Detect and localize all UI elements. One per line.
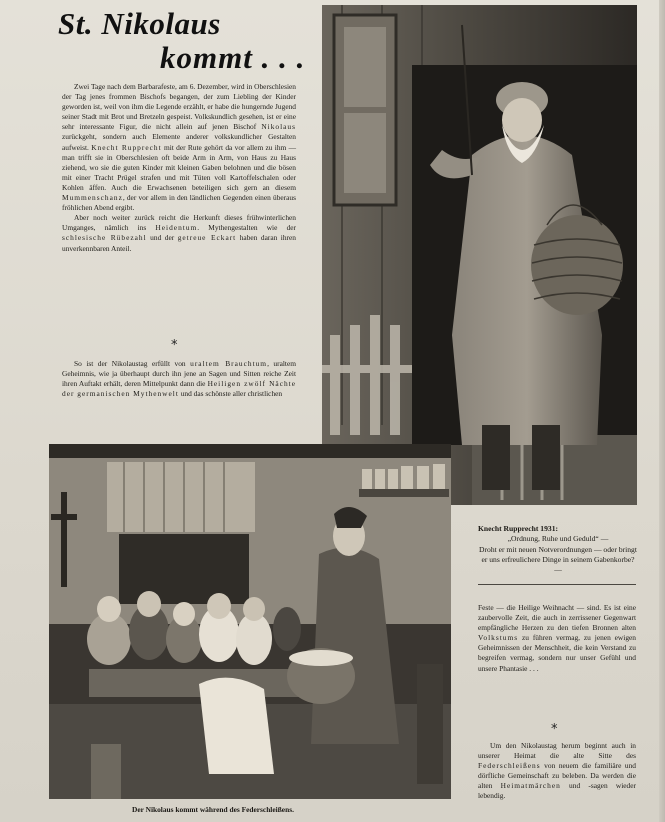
- article-column-right: [478, 603, 636, 674]
- caption-divider: [478, 584, 636, 585]
- paragraph-1: Zwei Tage nach dem Barbarafeste, am 6. Dezember, wird in Oberschlesien der Tag jenes frommen Bischofs begangen, der zum Liebling der Kinder geworden ist, weil von ihm die Legende erzählt, er habe die hungernde Jugend seiner Stadt mit Brot und Bretzeln gespeist. Volkskundlich gesehen, ist er eine sehr interessante Figur, die nicht allein auf jenen Bischof Nikolaus zurückgeht, sondern auch Elemente anderer volkskundlicher Gestalten aufweist. Knecht Rupprecht mit der Rute gehört da vor allem zu ihm — man trifft sie in Oberschlesien oft beide Arm in Arm, von Haus zu Haus ziehend, wo sie die guten Kinder mit kleinen Gaben belohnen und die bösen mit einer Tracht Prügel strafen und mit Tüten voll Kartoffelschalen oder Kohlen äffen. Auch die Erwachsenen beteiligen sich gern an diesem Mummenschanz, der vor allem in den ländlichen Gegenden einen überaus fröhlichen Abend ergibt.: [62, 82, 297, 213]
- article-column-left-continued: [62, 359, 296, 399]
- paragraph-4: Feste — die Heilige Weihnacht — sind. Es ist eine zaubervolle Zeit, die auch in zerrissener Gegenwart empfängliche Herzen zu den tiefen Bronnen alten Volkstums zu führen vermag, zu jenen ewigen Geheimnissen der Menschheit, die kein Verstand zu begreifen vermag, sondern nur unser Gefühl und unsere Phantasie . . .: [478, 603, 636, 673]
- photo-federschleissen-image: [49, 444, 451, 799]
- caption-knecht-rupprecht: [478, 524, 638, 575]
- paragraph-5: Um den Nikolaustag herum beginnt auch in unserer Heimat die alte Sitte des Federschleißens von neuem die familiäre und dörfliche Gemeinschaft zu beleben. Da werden die alten Heimatmärchen und -sagen wieder lebendig.: [478, 741, 636, 801]
- page-edge: [659, 0, 665, 822]
- article-column-right-continued: [478, 741, 636, 802]
- caption-top-title: Knecht Rupprecht 1931:: [478, 524, 559, 533]
- photo-knecht-rupprecht: [322, 5, 637, 505]
- article-column-left: [62, 82, 296, 254]
- article-title-line2: kommt . . .: [160, 40, 306, 75]
- section-divider-star-right: *: [551, 722, 558, 737]
- photo-knecht-rupprecht-image: [322, 5, 637, 505]
- paragraph-3: So ist der Nikolaustag erfüllt von uraltem Brauchtum, uraltem Geheimnis, wie ja überhaupt durch ihn jene an Sagen und Sitten reiche Zeit ihren Auftakt erhält, deren Mittelpunkt dann die Heiligen zwölf Nächte der germanischen Mythenwelt und das schönste aller christlichen: [62, 359, 296, 399]
- caption-top-line1: „Ordnung, Ruhe und Geduld“ —: [507, 534, 609, 544]
- caption-top-line2: Droht er mit neuen Notverordnungen — oder bringt er uns erfreulichere Dinge in seinem Gabenkorbe? —: [479, 544, 637, 575]
- article-title-line1: St. Nikolaus: [58, 6, 221, 41]
- photo-federschleissen: [49, 444, 451, 799]
- paragraph-2: Aber noch weiter zurück reicht die Herkunft dieses frühwinterlichen Umganges, nämlich ins Heidentum. Mythengestalten wie der schlesische Rübezahl und der getreue Eckart haben daran ihren unverkennbaren Anteil.: [62, 213, 296, 253]
- section-divider-star: *: [171, 338, 178, 353]
- caption-federschleissen: Der Nikolaus kommt während des Federschleißens.: [132, 805, 294, 814]
